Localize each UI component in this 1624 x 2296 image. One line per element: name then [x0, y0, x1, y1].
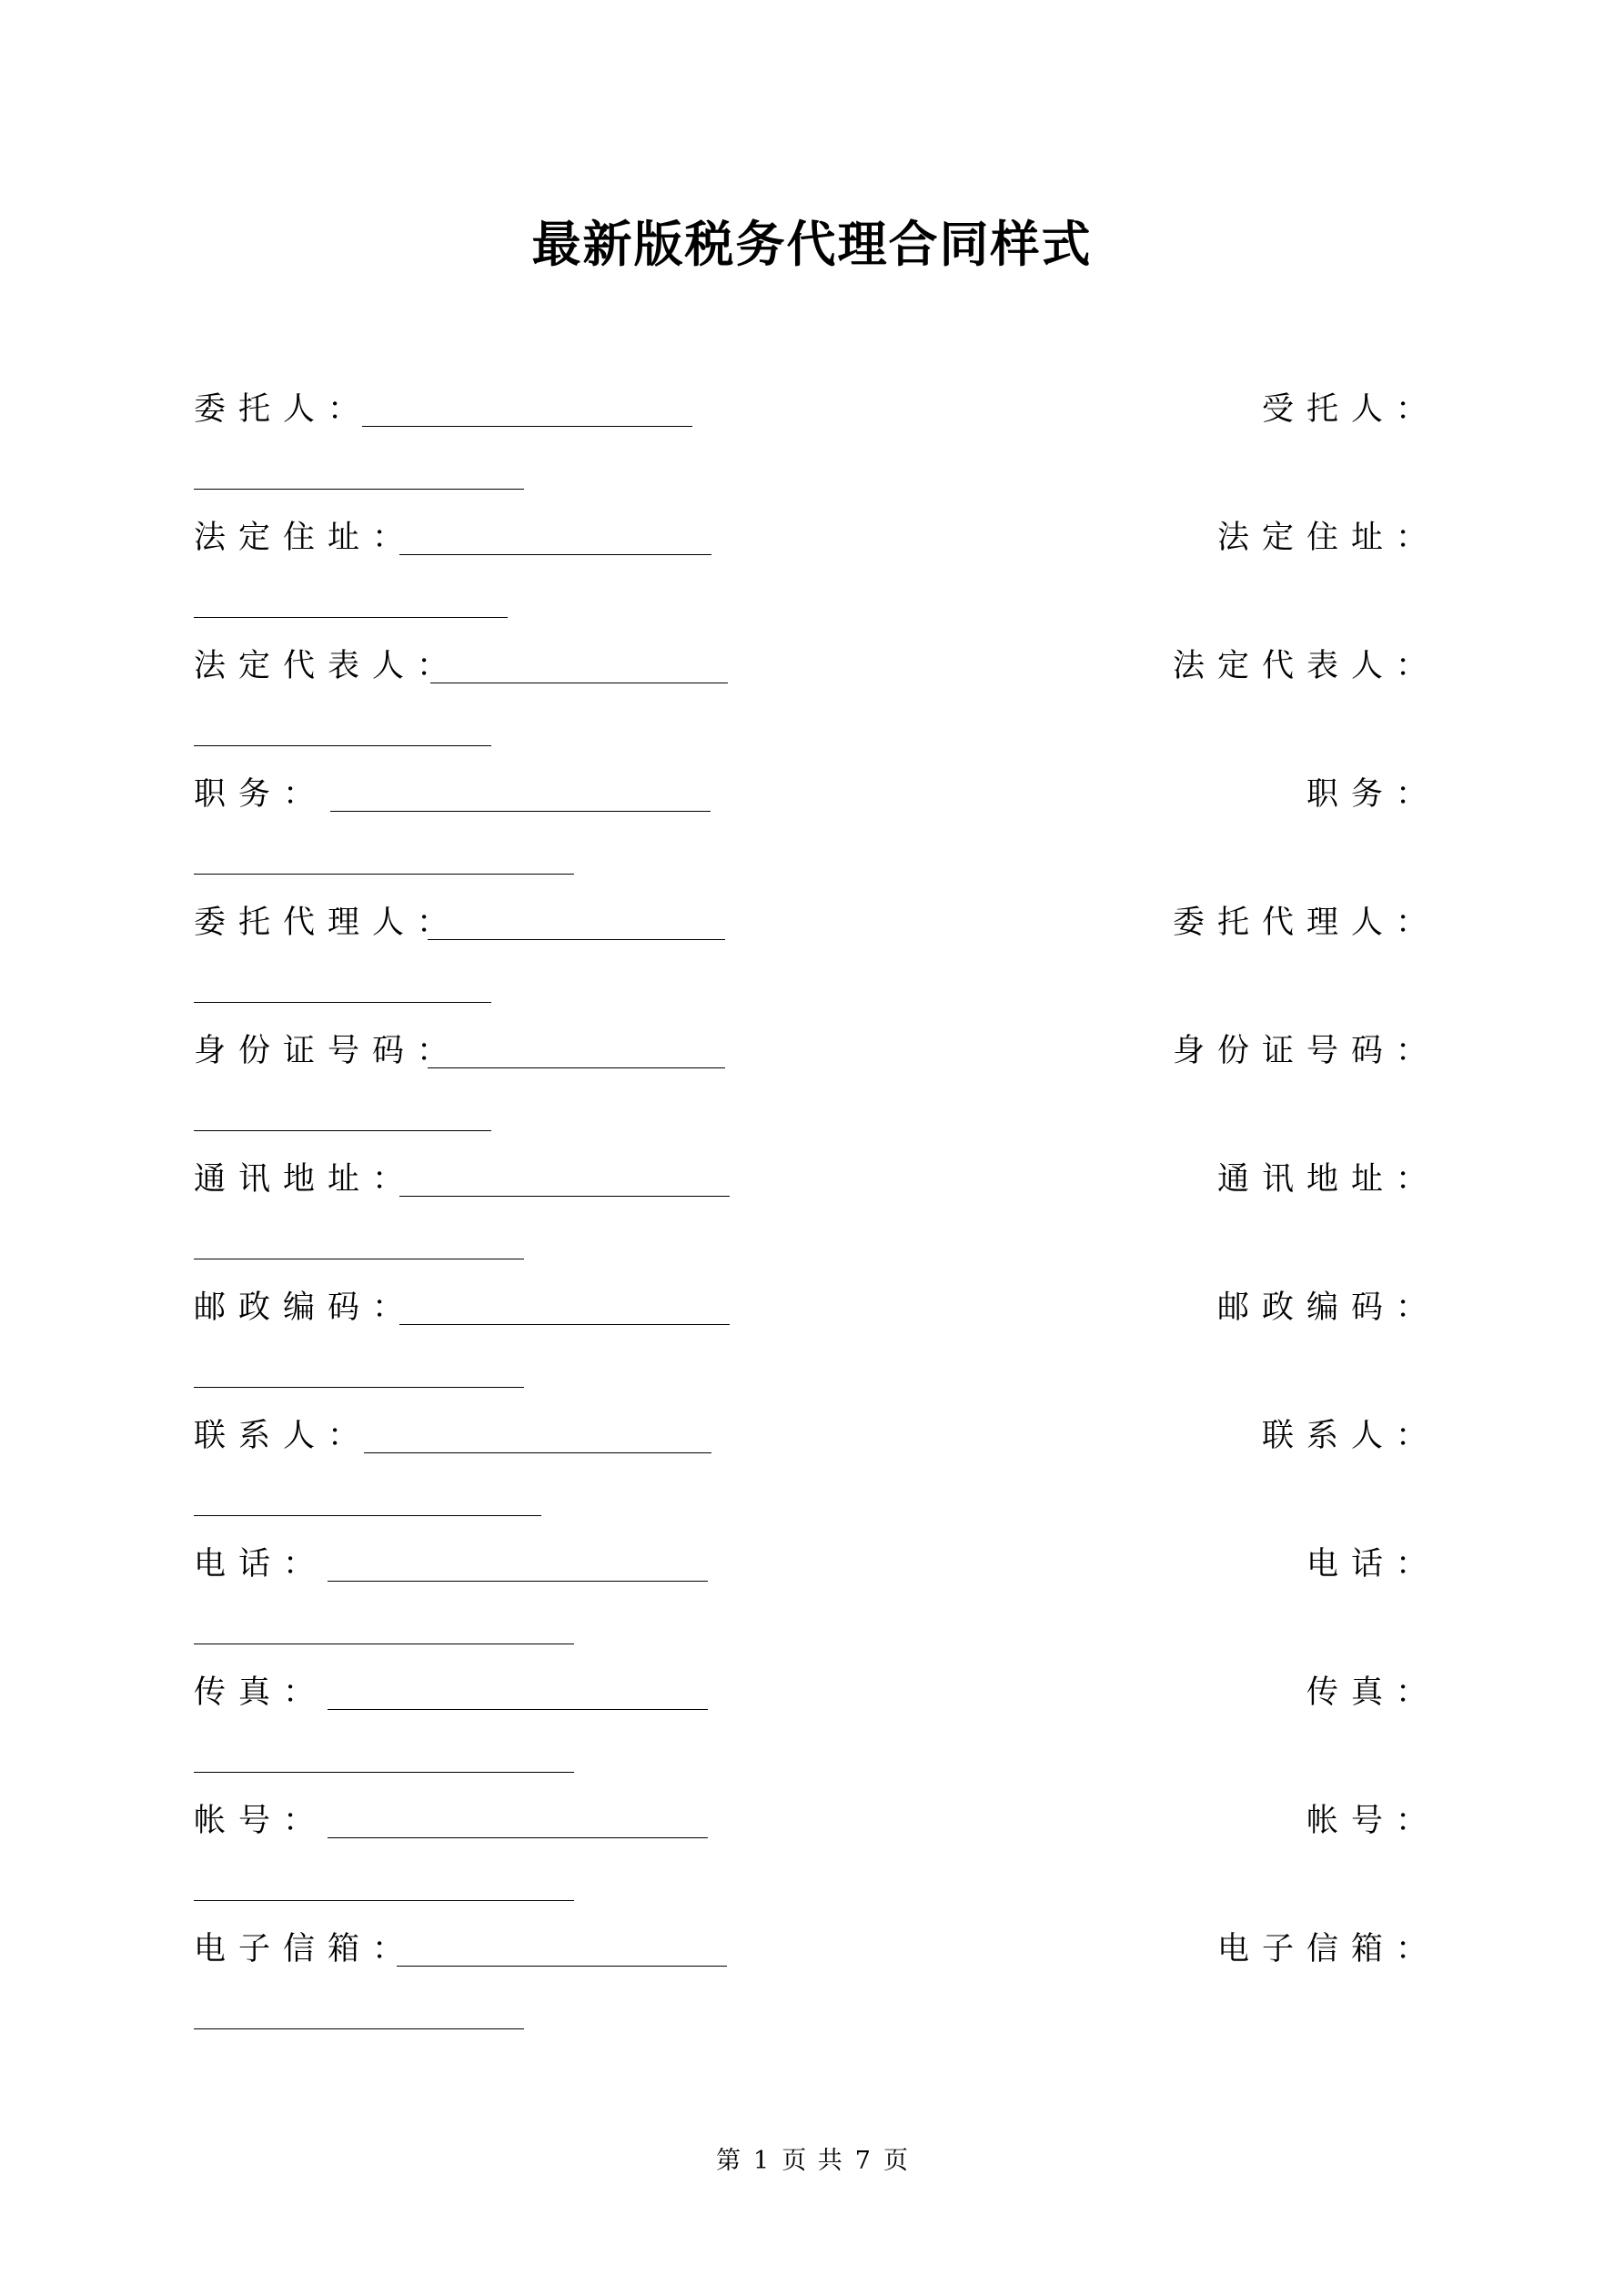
field-row-legal-rep — [194, 643, 1440, 689]
field-label-left: 委托代理人： — [194, 905, 462, 941]
page-footer — [0, 2140, 1624, 2176]
field-label-left: 职务： — [194, 776, 328, 813]
footer-total-pages: 7 — [854, 2147, 871, 2175]
field-row-contact — [194, 1413, 1440, 1459]
fill-blank[interactable] — [399, 1196, 730, 1197]
field-row-principal — [194, 387, 1440, 432]
fill-blank-continuation[interactable] — [194, 1900, 574, 1901]
field-label-left: 委托人： — [194, 391, 373, 428]
fill-blank[interactable] — [330, 811, 711, 812]
footer-page-number: 1 — [753, 2147, 770, 2175]
field-row-agent — [194, 900, 1440, 946]
field-label-right: 联系人： — [1261, 1418, 1440, 1454]
fill-blank-continuation[interactable] — [194, 745, 491, 746]
fill-blank-continuation[interactable] — [194, 1130, 491, 1131]
field-label-right: 帐号： — [1306, 1803, 1440, 1839]
field-label-right: 邮政编码： — [1216, 1290, 1440, 1326]
field-row-position — [194, 772, 1440, 817]
fill-blank-continuation[interactable] — [194, 489, 524, 490]
fill-blank[interactable] — [328, 1581, 708, 1582]
field-row-phone — [194, 1542, 1440, 1587]
document-title: 最新版税务代理合同样式 — [531, 215, 1093, 273]
field-row-postal-code — [194, 1285, 1440, 1330]
field-label-left: 身份证号码： — [194, 1033, 462, 1069]
field-label-left: 电话： — [194, 1546, 328, 1583]
field-label-left: 通讯地址： — [194, 1161, 418, 1198]
field-label-left: 帐号： — [194, 1803, 328, 1839]
fill-blank[interactable] — [428, 939, 725, 940]
fill-blank[interactable] — [364, 1452, 711, 1453]
fill-blank[interactable] — [399, 1324, 730, 1325]
field-label-left: 电子信箱： — [194, 1931, 418, 1967]
field-row-id-number — [194, 1028, 1440, 1074]
fill-blank[interactable] — [328, 1709, 708, 1710]
field-label-right: 法定住址： — [1216, 520, 1440, 556]
field-label-left: 法定代表人： — [194, 648, 462, 684]
field-label-right: 法定代表人： — [1172, 648, 1440, 684]
footer-suffix: 页 — [883, 2147, 908, 2175]
field-row-mailing-address — [194, 1157, 1440, 1202]
footer-mid: 页 共 — [782, 2147, 842, 2175]
fill-blank[interactable] — [399, 554, 711, 555]
fill-blank-continuation[interactable] — [194, 1002, 491, 1003]
footer-prefix: 第 — [716, 2147, 741, 2175]
field-label-left: 联系人： — [194, 1418, 373, 1454]
fill-blank-continuation[interactable] — [194, 1515, 541, 1516]
field-row-account — [194, 1798, 1440, 1844]
field-label-left: 传真： — [194, 1674, 328, 1711]
fill-blank-continuation[interactable] — [194, 1772, 574, 1773]
fill-blank-continuation[interactable] — [194, 1387, 524, 1388]
fill-blank-continuation[interactable] — [194, 617, 508, 618]
fill-blank[interactable] — [428, 1067, 725, 1068]
fill-blank[interactable] — [397, 1966, 727, 1967]
field-label-left: 法定住址： — [194, 520, 418, 556]
field-label-right: 职务： — [1306, 776, 1440, 813]
field-label-right: 电话： — [1306, 1546, 1440, 1583]
fill-blank[interactable] — [328, 1837, 708, 1838]
field-label-right: 受托人： — [1261, 391, 1440, 428]
fill-blank-continuation[interactable] — [194, 2028, 524, 2029]
field-row-address — [194, 515, 1440, 561]
field-label-right: 身份证号码： — [1172, 1033, 1440, 1069]
fill-blank-continuation[interactable] — [194, 874, 574, 875]
field-label-left: 邮政编码： — [194, 1290, 418, 1326]
field-label-right: 电子信箱： — [1216, 1931, 1440, 1967]
fill-blank[interactable] — [362, 426, 692, 427]
field-row-fax — [194, 1670, 1440, 1715]
field-label-right: 委托代理人： — [1172, 905, 1440, 941]
field-label-right: 通讯地址： — [1216, 1161, 1440, 1198]
field-label-right: 传真： — [1306, 1674, 1440, 1711]
field-row-email — [194, 1927, 1440, 1972]
